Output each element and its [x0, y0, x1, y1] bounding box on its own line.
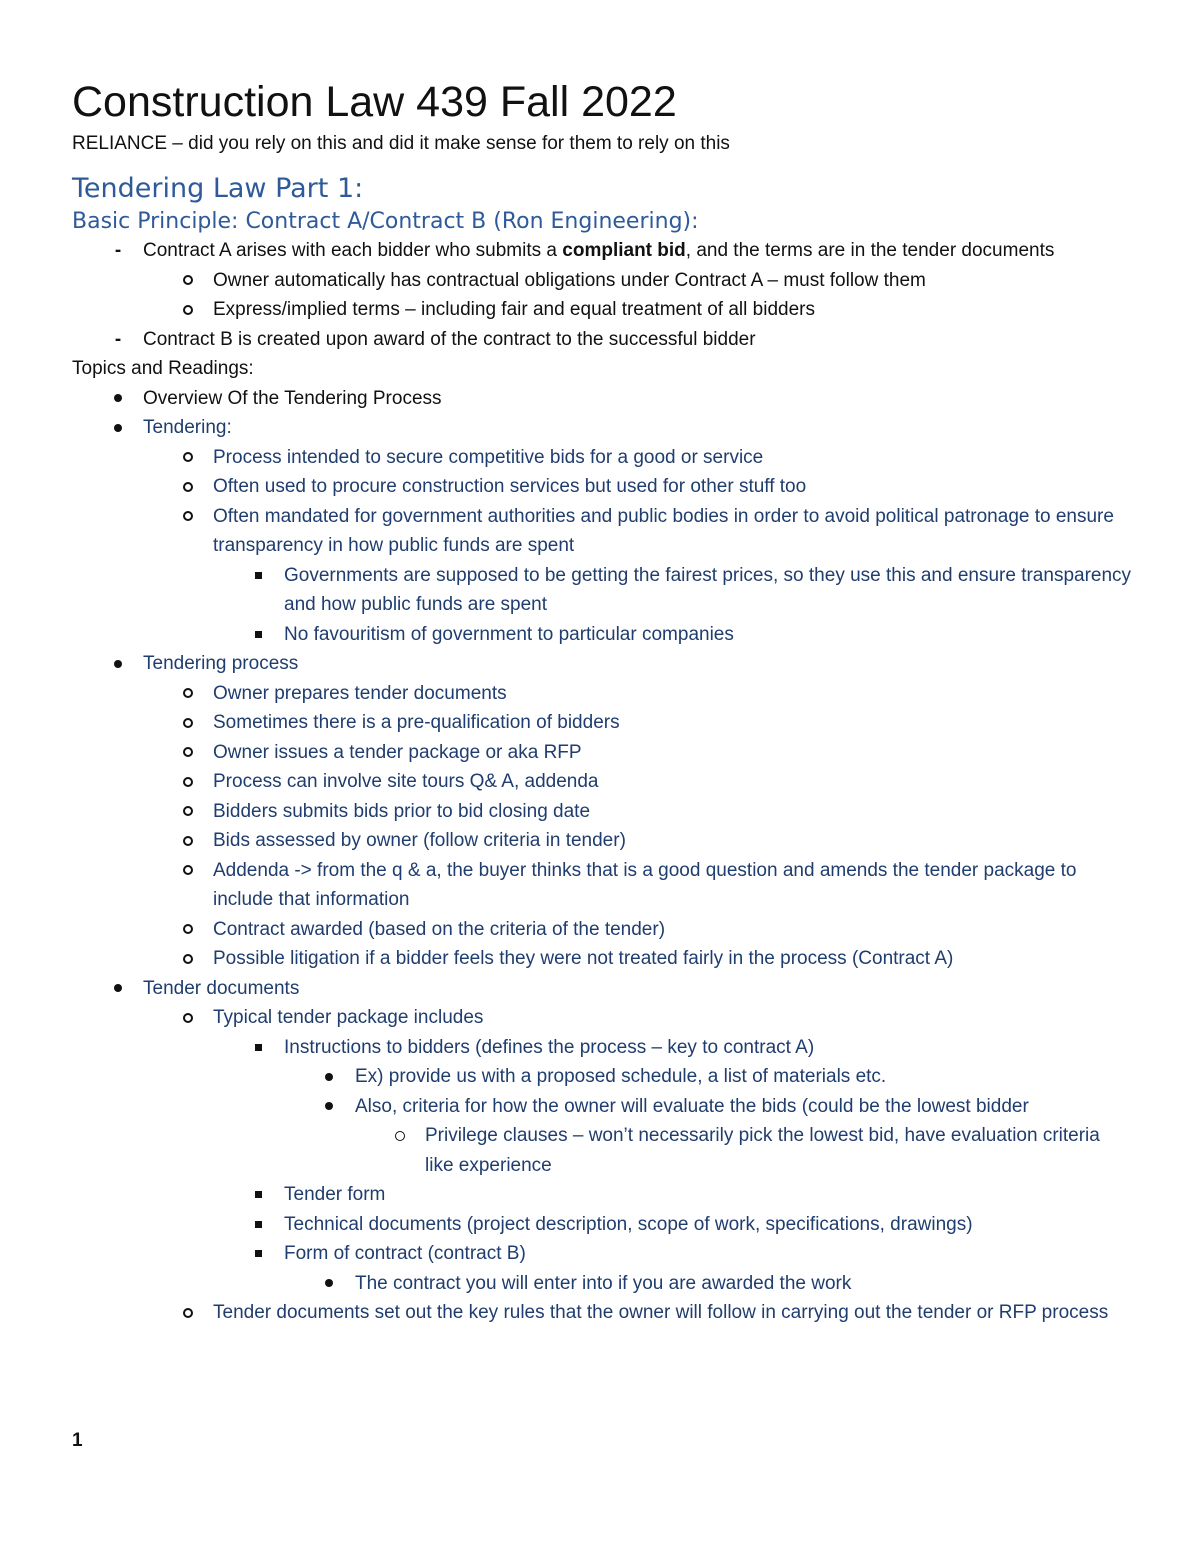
circle-bullet-icon [178, 1003, 198, 1033]
list-item: Contract awarded (based on the criteria of the tender) [72, 915, 1132, 945]
square-bullet-icon [248, 1210, 268, 1240]
circle-bullet-icon [390, 1121, 410, 1151]
heading-tendering-law: Tendering Law Part 1: [72, 173, 364, 204]
list-item-contract-a: - Contract A arises with each bidder who submits a compliant bid, and the terms are in the tender documents [72, 236, 1132, 266]
circle-bullet-icon [178, 797, 198, 827]
disc-bullet-icon [319, 1062, 339, 1092]
list-item-contract-b: - Contract B is created upon award of the contract to the successful bidder [72, 325, 1132, 355]
circle-bullet-icon [178, 295, 198, 325]
list-item-tendering: Tendering: [72, 413, 1132, 443]
dash-bullet-icon [108, 325, 128, 355]
circle-bullet-icon [178, 944, 198, 974]
circle-bullet-icon [178, 856, 198, 886]
document-page [72, 78, 1132, 1328]
list-item: Possible litigation if a bidder feels they were not treated fairly in the process (Contract A) [72, 944, 1132, 974]
circle-bullet-icon [178, 826, 198, 856]
list-item: Bidders submits bids prior to bid closing date [72, 797, 1132, 827]
circle-bullet-icon [178, 1298, 198, 1328]
circle-bullet-icon [178, 708, 198, 738]
list-item: Owner automatically has contractual obligations under Contract A – must follow them [72, 266, 1132, 296]
list-item: Tender form [72, 1180, 1132, 1210]
list-item: Tender documents set out the key rules that the owner will follow in carrying out the tender or RFP process [72, 1298, 1132, 1328]
document-title: Construction Law 439 Fall 2022 [72, 78, 677, 126]
reliance-note: RELIANCE – did you rely on this and did it make sense for them to rely on this [72, 133, 730, 154]
circle-bullet-icon [178, 738, 198, 768]
list-item: Also, criteria for how the owner will evaluate the bids (could be the lowest bidder [72, 1092, 1132, 1122]
list-item: Instructions to bidders (defines the process – key to contract A) [72, 1033, 1132, 1063]
circle-bullet-icon [178, 266, 198, 296]
disc-bullet-icon [108, 974, 128, 1004]
list-item: No favouritism of government to particular companies [72, 620, 1132, 650]
circle-bullet-icon [178, 679, 198, 709]
list-item: Process intended to secure competitive bids for a good or service [72, 443, 1132, 473]
list-item: Process can involve site tours Q& A, addenda [72, 767, 1132, 797]
disc-bullet-icon [319, 1269, 339, 1299]
disc-bullet-icon [108, 649, 128, 679]
square-bullet-icon [248, 561, 268, 591]
disc-bullet-icon [108, 413, 128, 443]
compliant-bid-bold: compliant bid [562, 240, 686, 261]
list-item: Technical documents (project description, scope of work, specifications, drawings) [72, 1210, 1132, 1240]
circle-bullet-icon [178, 443, 198, 473]
list-item: Form of contract (contract B) [72, 1239, 1132, 1269]
square-bullet-icon [248, 620, 268, 650]
list-item: Governments are supposed to be getting the fairest prices, so they use this and ensure transparency and how public funds are spent [72, 561, 1132, 620]
disc-bullet-icon [319, 1092, 339, 1122]
list-item: Sometimes there is a pre-qualification of bidders [72, 708, 1132, 738]
list-item: Owner prepares tender documents [72, 679, 1132, 709]
topics-label: Topics and Readings: [72, 358, 254, 379]
list-item: The contract you will enter into if you are awarded the work [72, 1269, 1132, 1299]
list-item: Bids assessed by owner (follow criteria in tender) [72, 826, 1132, 856]
list-item: Owner issues a tender package or aka RFP [72, 738, 1132, 768]
circle-bullet-icon [178, 915, 198, 945]
page-number: 1 [72, 1430, 83, 1451]
circle-bullet-icon [178, 472, 198, 502]
disc-bullet-icon [108, 384, 128, 414]
list-item: Ex) provide us with a proposed schedule, a list of materials etc. [72, 1062, 1132, 1092]
heading-basic-principle: Basic Principle: Contract A/Contract B (Ron Engineering): [72, 209, 699, 234]
square-bullet-icon [248, 1180, 268, 1210]
circle-bullet-icon [178, 502, 198, 532]
list-item: Typical tender package includes [72, 1003, 1132, 1033]
square-bullet-icon [248, 1239, 268, 1269]
list-item-tender-documents: Tender documents [72, 974, 1132, 1004]
list-item-overview: Overview Of the Tendering Process [72, 384, 1132, 414]
list-item-tendering-process: Tendering process [72, 649, 1132, 679]
list-item: Express/implied terms – including fair and equal treatment of all bidders [72, 295, 1132, 325]
list-item: Privilege clauses – won’t necessarily pick the lowest bid, have evaluation criteria like experience [72, 1121, 1132, 1180]
square-bullet-icon [248, 1033, 268, 1063]
dash-bullet-icon [108, 236, 128, 266]
list-item: Often mandated for government authorities and public bodies in order to avoid political patronage to ensure transparency in how public funds are spent [72, 502, 1132, 561]
circle-bullet-icon [178, 767, 198, 797]
list-item: Addenda -> from the q & a, the buyer thinks that is a good question and amends the tender package to include that information [72, 856, 1132, 915]
list-item: Often used to procure construction services but used for other stuff too [72, 472, 1132, 502]
